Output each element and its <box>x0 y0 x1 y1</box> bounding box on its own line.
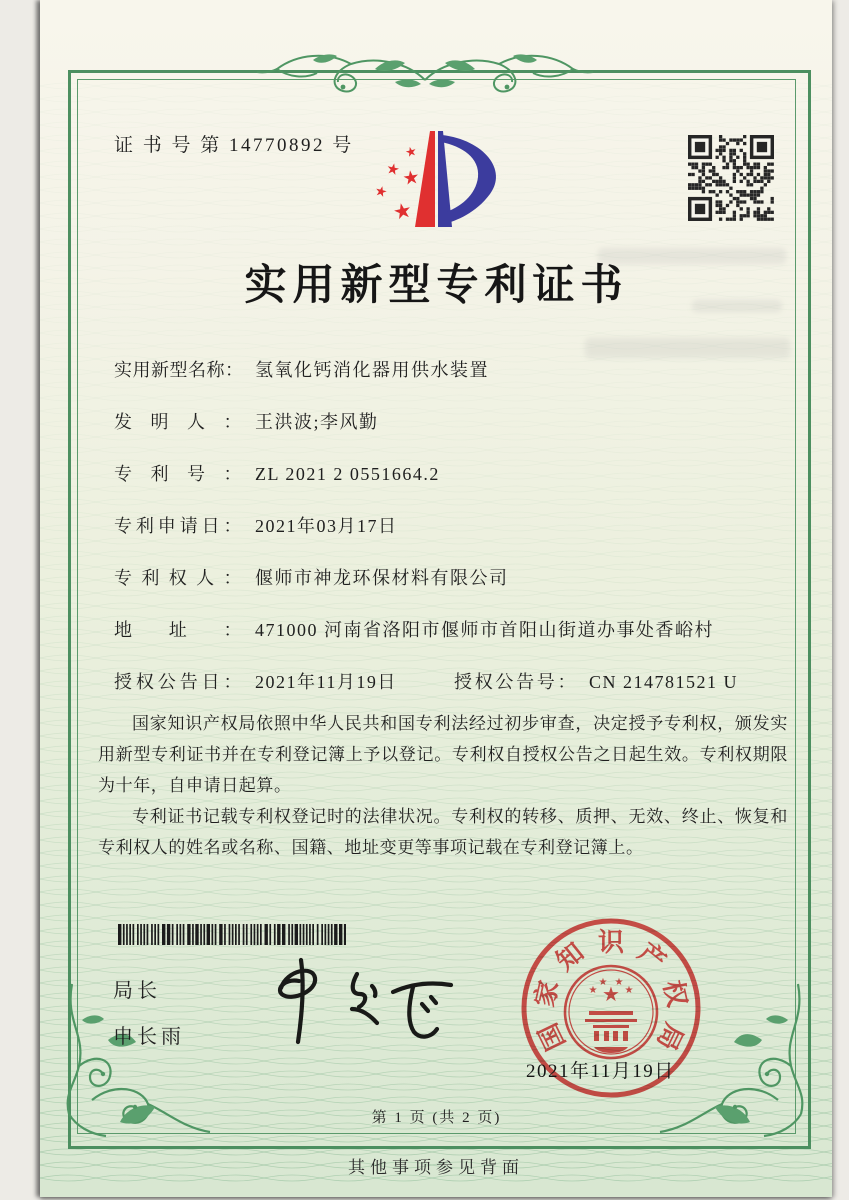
svg-text:★: ★ <box>390 197 415 225</box>
svg-text:★: ★ <box>372 183 389 202</box>
svg-text:★: ★ <box>401 166 422 191</box>
top-border-flourish <box>255 42 595 104</box>
field-row-utility-model-name <box>114 356 489 382</box>
grant-number-group <box>454 668 738 694</box>
logo-stars <box>373 143 421 225</box>
field-label: 发明人： <box>114 412 242 432</box>
svg-text:家: 家 <box>530 977 565 1010</box>
svg-text:产: 产 <box>632 937 672 977</box>
field-value: 2021年03月17日 <box>255 516 398 536</box>
svg-text:★: ★ <box>624 985 634 996</box>
field-row-grant <box>114 668 739 694</box>
certificate-paper <box>40 0 832 1197</box>
field-value: ZL 2021 2 0551664.2 <box>255 464 440 484</box>
svg-text:★: ★ <box>588 985 598 996</box>
field-label: 专利权人： <box>114 568 242 588</box>
svg-text:国: 国 <box>533 1018 571 1055</box>
seal-national-emblem <box>565 966 657 1058</box>
seal-date: 2021年11月19日 <box>526 1061 675 1082</box>
page-indicator: 第 1 页 (共 2 页) <box>371 1110 502 1126</box>
svg-text:知: 知 <box>550 937 590 977</box>
svg-text:★: ★ <box>384 160 402 180</box>
field-value: 氢氧化钙消化器用供水装置 <box>255 360 489 380</box>
svg-text:★: ★ <box>598 977 608 988</box>
field-value: 偃师市神龙环保材料有限公司 <box>255 568 509 588</box>
field-value-grant-date: 2021年11月19日 <box>255 672 397 692</box>
field-label: 地址： <box>114 620 242 640</box>
field-row-patentee <box>114 564 509 590</box>
field-row-inventor <box>114 408 379 434</box>
issuer-name: 申长雨 <box>113 1026 185 1048</box>
field-row-filing-date <box>114 512 398 538</box>
certificate-number: 证 书 号 第 14770892 号 <box>114 135 354 156</box>
svg-text:★: ★ <box>602 984 620 1006</box>
field-label-grant-date: 授权公告日： <box>114 672 242 692</box>
barcode <box>118 924 348 945</box>
field-value-grant-number: CN 214781521 U <box>589 672 739 692</box>
handwritten-signature <box>253 948 468 1060</box>
legal-paragraph-1: 国家知识产权局依照中华人民共和国专利法经过初步审查，决定授予专利权，颁发实用新型专利证书并在专利登记簿上予以登记。专利权自授权公告之日起生效。专利权期限为十年，自申请日起算。 <box>98 714 788 795</box>
svg-text:识: 识 <box>597 928 625 957</box>
legal-text <box>98 708 788 863</box>
svg-text:★: ★ <box>403 142 419 161</box>
issuer-block <box>113 974 185 1049</box>
qr-code <box>688 135 774 221</box>
back-side-note: 其他事项参见背面 <box>348 1158 524 1177</box>
field-label: 专利申请日： <box>114 516 242 536</box>
field-row-address <box>114 616 714 642</box>
field-row-patent-number <box>114 460 440 486</box>
cnipa-logo-icon <box>360 126 550 241</box>
field-value: 王洪波;李风勤 <box>255 412 379 432</box>
svg-text:局: 局 <box>651 1018 689 1055</box>
field-label: 专利号： <box>114 464 242 484</box>
field-value: 471000 河南省洛阳市偃师市首阳山街道办事处香峪村 <box>255 620 714 640</box>
legal-paragraph-2: 专利证书记载专利权登记时的法律状况。专利权的转移、质押、无效、终止、恢复和专利权人的姓名或名称、国籍、地址变更等事项记载在专利登记簿上。 <box>98 807 788 857</box>
field-label: 实用新型名称： <box>114 360 244 380</box>
svg-text:★: ★ <box>614 977 624 988</box>
certificate-title: 实用新型专利证书 <box>244 263 629 309</box>
issuer-title: 局长 <box>113 980 161 1002</box>
svg-text:权: 权 <box>657 977 692 1010</box>
field-label-grant-number: 授权公告号： <box>454 672 576 692</box>
